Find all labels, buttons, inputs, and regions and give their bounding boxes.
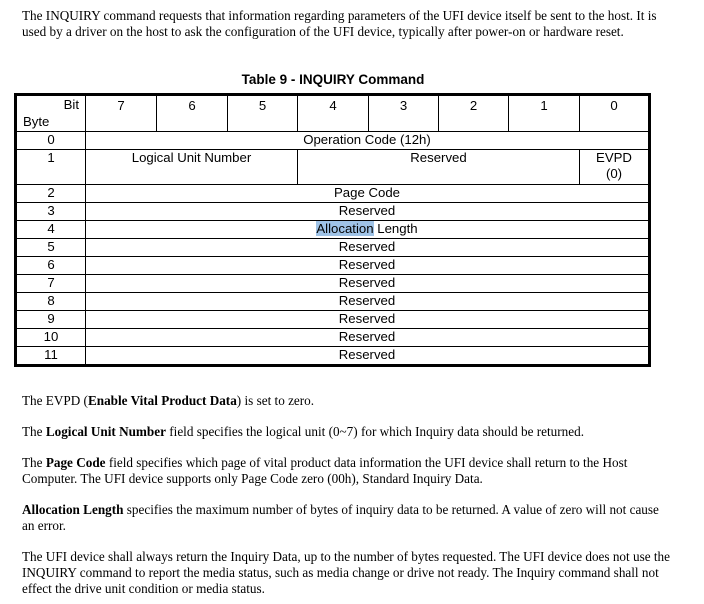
logical-unit-paragraph: [22, 424, 672, 440]
byte-number: 9: [16, 311, 86, 329]
reserved-cell: Reserved: [86, 275, 650, 293]
reserved-cell: Reserved: [86, 311, 650, 329]
byte-number: 5: [16, 239, 86, 257]
table-row: [16, 311, 650, 329]
table-row: [16, 221, 650, 239]
reserved-cell: Reserved: [86, 239, 650, 257]
para-text: ) is set to zero.: [236, 393, 315, 408]
para-text: The EVPD (: [22, 393, 88, 408]
para-text: specifies the maximum number of bytes of inquiry data to be returned. A value of zero will not cause an error.: [22, 502, 659, 533]
byte-number: 6: [16, 257, 86, 275]
allocation-length-paragraph: [22, 502, 672, 534]
table-row: [16, 329, 650, 347]
allocation-length-cell: [86, 221, 650, 239]
bit-header: 2: [439, 95, 509, 132]
table-row: [16, 203, 650, 221]
para-text: field specifies which page of vital product data information the UFI device shall return to the Host Computer. The UFI device supports only Page Code zero (00h), Standard Inquiry Data.: [22, 455, 628, 486]
page-code-cell: Page Code: [86, 185, 650, 203]
table-caption: Table 9 - INQUIRY Command: [241, 72, 425, 87]
byte-number: 7: [16, 275, 86, 293]
evpd-label: EVPD: [596, 150, 632, 165]
byte-number: 10: [16, 329, 86, 347]
bit-header: 7: [86, 95, 157, 132]
bit-header: 5: [228, 95, 298, 132]
reserved-cell: Reserved: [86, 347, 650, 366]
operation-code-cell: Operation Code (12h): [86, 132, 650, 150]
bit-header: 0: [580, 95, 650, 132]
byte-number: 2: [16, 185, 86, 203]
inquiry-command-table: [14, 93, 651, 367]
cell-text: Length: [377, 221, 418, 236]
para-text: The: [22, 424, 46, 439]
evpd-paragraph: [22, 393, 672, 409]
byte-number: 4: [16, 221, 86, 239]
bold-term: Page Code: [45, 455, 106, 470]
byte-number: 11: [16, 347, 86, 366]
bit-header: 1: [509, 95, 580, 132]
bold-term: Enable Vital Product Data: [87, 393, 237, 408]
table-row: [16, 150, 650, 185]
bit-header: 6: [157, 95, 228, 132]
reserved-cell: Reserved: [86, 203, 650, 221]
para-text: The: [22, 455, 46, 470]
evpd-cell: [580, 150, 650, 185]
table-row: [16, 239, 650, 257]
table-row: [16, 132, 650, 150]
intro-paragraph: The INQUIRY command requests that information regarding parameters of the UFI device itself be sent to the host. It is used by a driver on the host to ask the configuration of the UFI device, typically after power-on or hardware reset.: [22, 8, 657, 39]
bit-byte-corner-cell: [16, 95, 86, 132]
byte-number: 1: [16, 150, 86, 185]
table-row: [16, 185, 650, 203]
table-row: [16, 347, 650, 366]
evpd-value: (0): [605, 166, 623, 181]
para-text: field specifies the logical unit (0~7) for which Inquiry data should be returned.: [165, 424, 584, 439]
reserved-cell: Reserved: [86, 257, 650, 275]
table-row: [16, 293, 650, 311]
bit-label: Bit: [63, 97, 79, 112]
table-row: [16, 275, 650, 293]
byte-label: Byte: [23, 114, 50, 129]
byte-number: 8: [16, 293, 86, 311]
reserved-cell: Reserved: [298, 150, 580, 185]
final-paragraph: The UFI device shall always return the Inquiry Data, up to the number of bytes requested. The UFI device does not use the INQUIRY command to report the media status, such as media change or drive not ready. The Inquiry command shall not effect the drive unit condition or media status.: [22, 549, 670, 596]
page-code-paragraph: [22, 455, 672, 487]
highlighted-text: Allocation: [316, 221, 374, 236]
table-header-row: [16, 95, 650, 132]
bit-header: 4: [298, 95, 369, 132]
bit-header: 3: [369, 95, 439, 132]
bold-term: Logical Unit Number: [45, 424, 166, 439]
byte-number: 3: [16, 203, 86, 221]
reserved-cell: Reserved: [86, 293, 650, 311]
logical-unit-number-cell: Logical Unit Number: [86, 150, 298, 185]
reserved-cell: Reserved: [86, 329, 650, 347]
bold-term: Allocation Length: [22, 502, 124, 517]
byte-number: 0: [16, 132, 86, 150]
table-row: [16, 257, 650, 275]
